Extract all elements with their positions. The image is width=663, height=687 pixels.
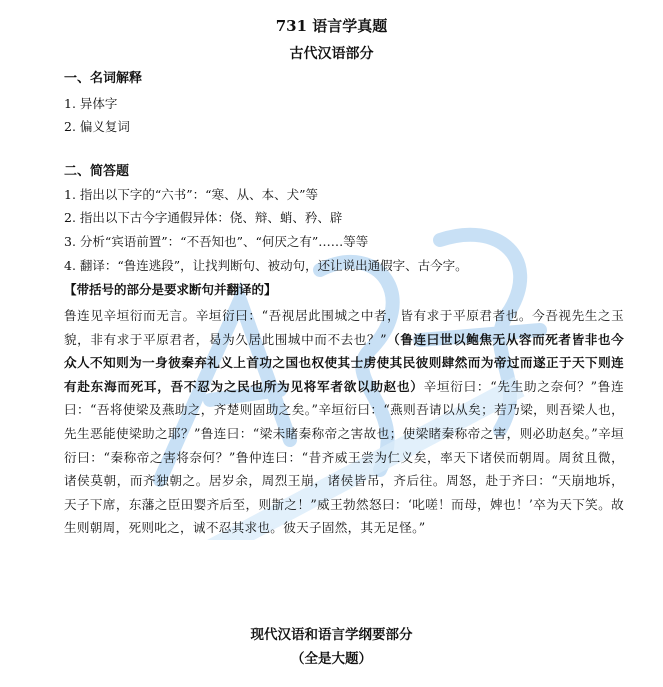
question-item-4: 4. 翻译：“鲁连逃段”，让找判断句、被动句，还让说出通假字、古今字。: [64, 258, 468, 273]
heading-terms: 一、名词解释: [64, 71, 143, 86]
section-title-ancient: 古代汉语部分: [289, 46, 374, 62]
question-item-1: 1. 指出以下字的“六书”：“寒、从、本、犬”等: [64, 187, 318, 202]
bracket-note: 【带括号的部分是要求断句并翻译的】: [64, 282, 277, 297]
question-item-2: 2. 指出以下古今字通假异体：侥、辩、蛸、矜、辟: [64, 210, 343, 225]
passage-part-2: 辛垣衍曰：“先生助之奈何？”鲁连曰：“吾将使梁及燕助之，齐楚则固助之矣。”辛垣衍曰：“燕则吾请以从矣；若乃梁，则吾梁人也，先生恶能使梁助之耶？”鲁连曰：“梁未睹秦称帝之害故也；使梁睹秦称帝之害，则必助赵矣。”辛垣衍曰：“秦称帝之害将奈何？”鲁仲连曰：“昔齐威王尝为仁义矣，率天下诸侯而朝周。周贫且微，诸侯莫朝，而齐独朝之。居岁余，周烈王崩，诸侯皆吊，齐后往。周怒，赴于齐曰：“天崩地坼，天子下席，东藩之臣田婴齐后至，则斮之！”威王勃然怒曰：‘叱嗟！而母，婢也！’卒为天下笑。故生则朝周，死则叱之，诚不忍其求也。彼天子固然，其无足怪。”: [64, 378, 624, 536]
term-item-1: 1. 异体字: [64, 96, 118, 111]
document-title: 731 语言学真题: [275, 17, 388, 35]
section-subtitle-modern: （全是大题）: [291, 651, 372, 667]
passage-part-1: 鲁连见辛垣衍而无言。辛垣衍曰：“吾视居此围城之中者，皆有求于平原君者也。今吾视先生之玉貌，非有求于平原君者，曷为久居此围城中而不去也？”: [64, 308, 624, 347]
section-title-modern: 现代汉语和语言学纲要部分: [250, 627, 413, 643]
passage-bold-part: （鲁连曰世以鲍焦无从容而死者皆非也今众人不知则为一身彼秦弃礼义上首功之国也权使其士虏使其民彼则肆然而为帝过而遂正于天下则连有赴东海而死耳，吾不忍为之民也所为见将军者欲以助赵也）: [64, 331, 624, 394]
question-item-3: 3. 分析“宾语前置”：“不吾知也”、“何厌之有”……等等: [64, 234, 369, 249]
term-item-2: 2. 偏义复词: [64, 119, 130, 134]
passage-text: [64, 304, 624, 540]
heading-short-answer: 二、简答题: [64, 164, 130, 179]
